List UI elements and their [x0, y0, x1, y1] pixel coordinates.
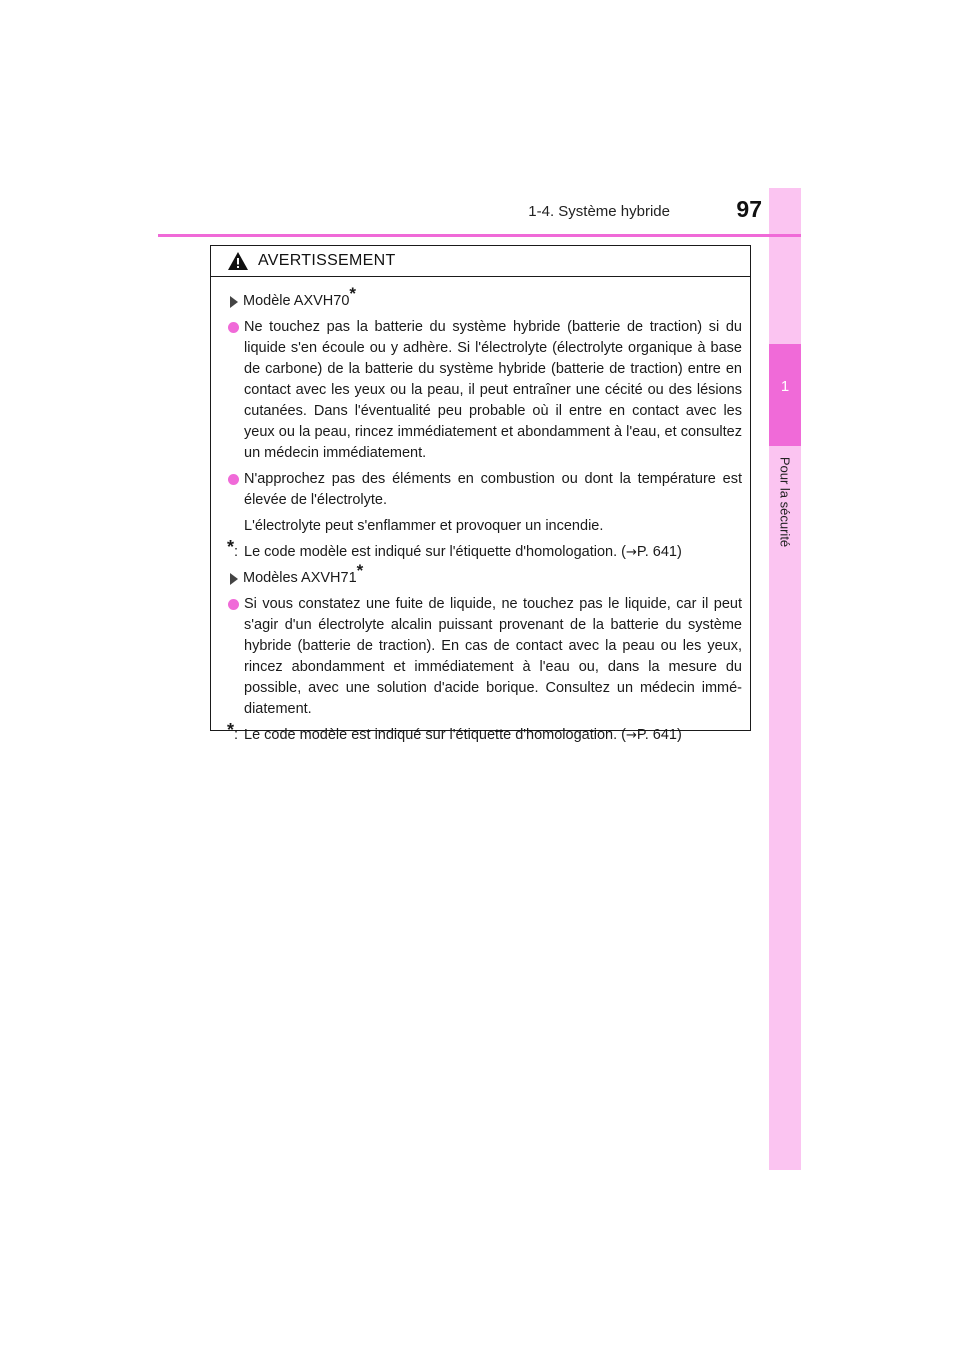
footnote-asterisk: *:	[227, 720, 239, 743]
footnote-text: Le code modèle est indiqué sur l'étiquette d'homologation. (	[244, 544, 626, 560]
bullet-text: N'approchez pas des éléments en combustion ou dont la température est élevée de l'électrolyte.	[244, 471, 742, 508]
bullet-dot-icon	[228, 474, 239, 485]
footnote-text: Le code modèle est indiqué sur l'étiquette d'homologation. (	[244, 727, 626, 743]
footnote	[227, 720, 742, 746]
list-item	[227, 594, 742, 720]
triangle-right-icon	[230, 296, 238, 308]
bullet-dot-icon	[228, 599, 239, 610]
triangle-right-icon	[230, 573, 238, 585]
arrow-right-icon: →	[625, 728, 637, 743]
section-title: 1-4. Système hybride	[528, 203, 670, 220]
header-divider	[158, 234, 770, 237]
arrow-right-icon: →	[625, 545, 637, 560]
asterisk-mark: *	[356, 561, 364, 580]
asterisk-mark: *	[349, 284, 357, 303]
side-tab-divider	[769, 234, 801, 237]
warning-box	[210, 245, 751, 743]
warning-body	[211, 277, 750, 746]
page-number: 97	[736, 196, 762, 222]
bullet-dot-icon	[228, 322, 239, 333]
chapter-title: Pour la sécurité	[777, 456, 793, 548]
bullet-text: Si vous constatez une fuite de liquide, ne touchez pas le liquide, car il peut s'agir d'un électrolyte alcalin puissant provenant de la batterie du système hybride (batterie de traction). En cas de contact avec la peau ou les yeux, rincez abondamment et immédiatement à l'eau ou, dans la mesure du possible, avec une solution d'acide borique. Consultez un médecin immé-diatement.	[244, 596, 742, 717]
footnote-page-ref: P. 641)	[636, 727, 682, 743]
model-heading	[227, 284, 742, 312]
warning-header	[211, 246, 750, 277]
footnote-page-ref: P. 641)	[636, 544, 682, 560]
footnote	[227, 537, 742, 563]
model-heading	[227, 561, 742, 589]
warning-triangle-icon	[227, 251, 249, 271]
model-label: Modèles AXVH71	[243, 570, 357, 586]
continuation-text: L'électrolyte peut s'enflammer et provoquer un incendie.	[244, 518, 604, 534]
side-tab	[769, 188, 801, 1170]
footnote-asterisk: *:	[227, 537, 239, 560]
list-item	[227, 317, 742, 464]
chapter-number-tab: 1	[769, 344, 801, 446]
list-item	[227, 469, 742, 511]
model-label: Modèle AXVH70	[243, 293, 350, 309]
warning-title: AVERTISSEMENT	[258, 252, 396, 269]
bullet-text: Ne touchez pas la batterie du système hybride (batterie de traction) si du liquide s'en écoule ou y adhère. Si l'électrolyte (électrolyte organique à base de carbone) de la batterie du système hybride (batterie de traction) entre en contact avec les yeux ou la peau, il peut entraîner une cécité ou des lésions cutanées. Dans l'éventualité peu probable où il entre en contact avec les yeux ou la peau, rincez immédiatement et abondamment à l'eau, et consultez un médecin immédiatement.	[244, 319, 742, 461]
